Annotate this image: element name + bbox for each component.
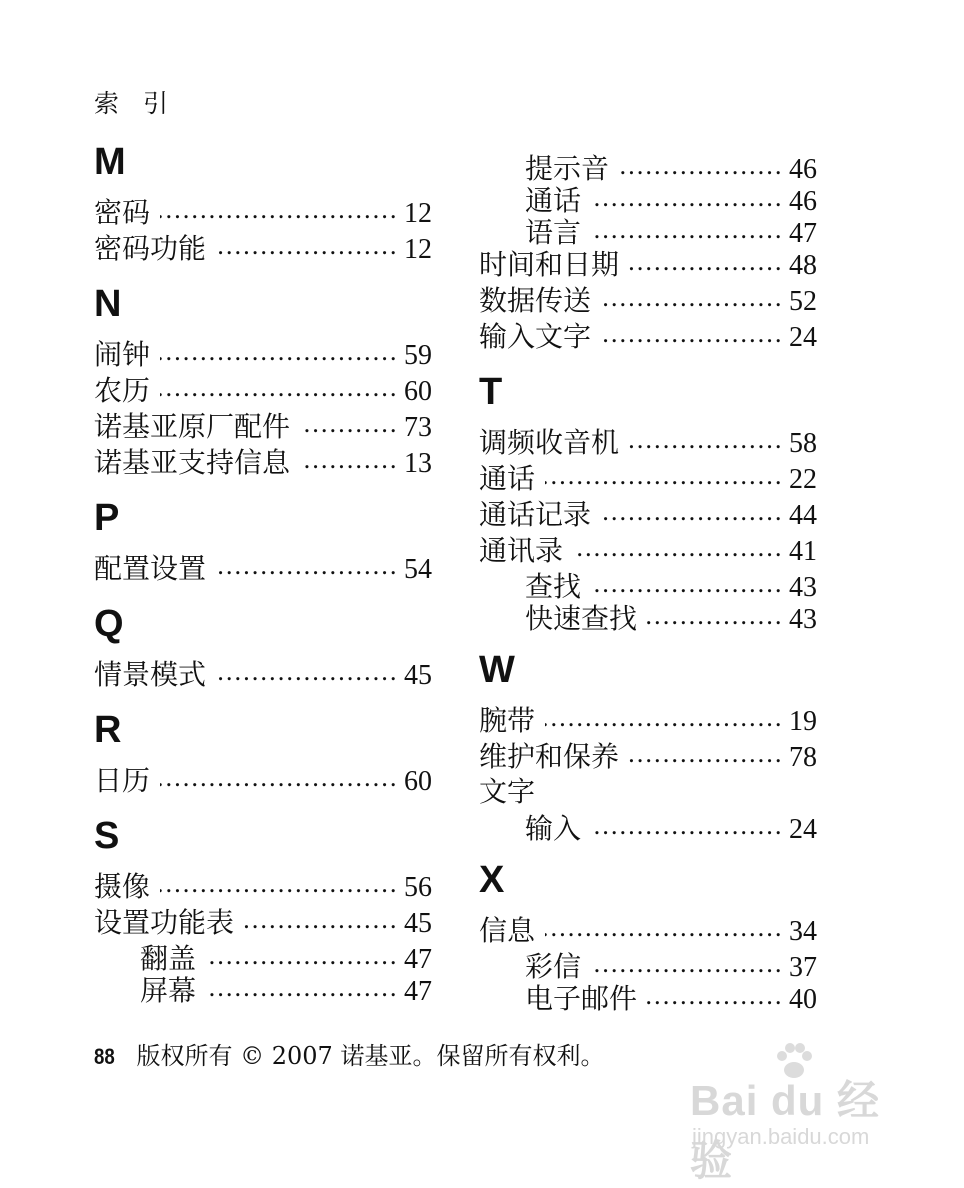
entry-page-number: 40 — [789, 984, 817, 1015]
dot-leader — [160, 194, 398, 222]
entry-label: 闹钟 — [94, 338, 151, 371]
watermark-url: jingyan.baidu.com — [692, 1124, 870, 1149]
dot-leader — [647, 600, 783, 628]
index-entry — [94, 372, 432, 408]
index-subentry — [479, 600, 817, 635]
entry-label: 日历 — [94, 764, 151, 797]
dot-leader — [216, 656, 398, 684]
entry-page-number: 22 — [789, 464, 817, 495]
entry-page-number: 45 — [404, 908, 432, 939]
entry-label: 彩信 — [525, 950, 582, 983]
dot-leader — [601, 282, 783, 310]
dot-leader — [573, 532, 783, 560]
entry-page-number: 47 — [404, 976, 432, 1007]
entry-label: 通话记录 — [479, 498, 592, 531]
entry-label: 维护和保养 — [479, 740, 620, 773]
index-entry — [94, 762, 432, 798]
index-entry — [479, 424, 817, 460]
entry-page-number: 45 — [404, 660, 432, 691]
dot-leader — [629, 246, 783, 274]
index-letter-heading: N — [94, 283, 122, 325]
entry-page-number: 44 — [789, 500, 817, 531]
entry-label: 输入文字 — [479, 320, 592, 353]
index-subentry — [479, 214, 817, 249]
index-subentry — [479, 948, 817, 983]
entry-label: 通话 — [525, 184, 582, 217]
entry-page-number: 24 — [789, 814, 817, 845]
entry-label: 时间和日期 — [479, 248, 620, 281]
copyright-notice: 版权所有 © 2007 诺基亚。保留所有权利。 — [136, 1042, 605, 1070]
entry-label: 情景模式 — [94, 658, 207, 691]
index-title: 索 引 — [94, 89, 176, 118]
dot-leader — [591, 810, 783, 838]
entry-label: 通话 — [479, 462, 536, 495]
entry-page-number: 41 — [789, 536, 817, 567]
watermark-brand: Bai du 经验 — [690, 1077, 881, 1184]
index-letter-heading: T — [479, 371, 503, 413]
index-subentry — [94, 972, 432, 1007]
dot-leader — [591, 214, 783, 242]
index-entry — [479, 702, 817, 738]
index-entry — [94, 408, 432, 444]
dot-leader — [545, 702, 783, 730]
entry-label: 信息 — [479, 914, 536, 947]
dot-leader — [601, 318, 783, 346]
entry-page-number: 12 — [404, 198, 432, 229]
entry-label: 密码 — [94, 196, 151, 229]
index-entry — [479, 460, 817, 496]
entry-page-number: 59 — [404, 340, 432, 371]
entry-page-number: 54 — [404, 554, 432, 585]
index-letter-heading: R — [94, 709, 122, 751]
entry-page-number: 43 — [789, 572, 817, 603]
index-subentry — [479, 182, 817, 217]
index-subentry — [479, 810, 817, 845]
index-entry — [94, 550, 432, 586]
entry-label: 翻盖 — [140, 942, 197, 975]
index-entry — [94, 904, 432, 940]
page-number: 88 — [94, 1044, 115, 1069]
index-entry — [94, 656, 432, 692]
dot-leader — [160, 868, 398, 896]
entry-label: 屏幕 — [140, 974, 197, 1007]
index-letter-heading: S — [94, 815, 120, 857]
entry-page-number: 12 — [404, 234, 432, 265]
entry-page-number: 78 — [789, 742, 817, 773]
entry-label: 通讯录 — [479, 534, 564, 567]
entry-page-number: 37 — [789, 952, 817, 983]
baidu-watermark — [680, 1040, 920, 1184]
entry-label: 诺基亚支持信息 — [94, 446, 291, 479]
page-footer — [94, 1036, 604, 1071]
index-entry — [94, 194, 432, 230]
index-entry — [479, 282, 817, 318]
entry-page-number: 52 — [789, 286, 817, 317]
index-letter-heading: M — [94, 141, 126, 183]
index-letter-heading: Q — [94, 603, 124, 645]
entry-label: 诺基亚原厂配件 — [94, 410, 291, 443]
dot-leader — [591, 182, 783, 210]
dot-leader — [160, 336, 398, 364]
dot-leader — [300, 444, 398, 472]
entry-page-number: 34 — [789, 916, 817, 947]
entry-page-number: 73 — [404, 412, 432, 443]
index-subentry — [479, 150, 817, 185]
dot-leader — [619, 150, 783, 178]
dot-leader — [160, 762, 398, 790]
entry-label: 调频收音机 — [479, 426, 620, 459]
dot-leader — [545, 912, 783, 940]
entry-label: 农历 — [94, 374, 151, 407]
index-letter-heading: P — [94, 497, 120, 539]
dot-leader — [629, 738, 783, 766]
index-entry — [94, 230, 432, 266]
index-column-left — [94, 138, 432, 1018]
entry-page-number: 58 — [789, 428, 817, 459]
index-column-right — [479, 150, 817, 1026]
dot-leader — [206, 972, 398, 1000]
dot-leader — [601, 496, 783, 524]
entry-page-number: 60 — [404, 376, 432, 407]
index-entry — [479, 912, 817, 948]
index-entry — [479, 496, 817, 532]
dot-leader — [629, 424, 783, 452]
entry-page-number: 47 — [404, 944, 432, 975]
index-entry — [479, 532, 817, 568]
entry-page-number: 19 — [789, 706, 817, 737]
index-subentry — [94, 940, 432, 975]
entry-label: 摄像 — [94, 870, 151, 903]
index-subentry — [479, 568, 817, 603]
entry-label: 查找 — [525, 570, 582, 603]
entry-page-number: 60 — [404, 766, 432, 797]
entry-label: 输入 — [525, 812, 582, 845]
entry-label: 语言 — [525, 216, 582, 249]
entry-page-number: 46 — [789, 186, 817, 217]
entry-page-number: 56 — [404, 872, 432, 903]
entry-label: 设置功能表 — [94, 906, 235, 939]
index-entry — [94, 444, 432, 480]
entry-label: 快速查找 — [525, 602, 638, 635]
index-letter-heading: W — [479, 649, 515, 691]
entry-label: 密码功能 — [94, 232, 207, 265]
dot-leader — [244, 904, 398, 932]
entry-page-number: 13 — [404, 448, 432, 479]
dot-leader — [545, 460, 783, 488]
entry-page-number: 24 — [789, 322, 817, 353]
index-entry — [94, 868, 432, 904]
dot-leader — [591, 948, 783, 976]
entry-page-number: 47 — [789, 218, 817, 249]
entry-page-number: 46 — [789, 154, 817, 185]
index-subentry — [479, 980, 817, 1015]
dot-leader — [300, 408, 398, 436]
dot-leader — [647, 980, 783, 1008]
index-entry — [479, 738, 817, 774]
dot-leader — [591, 568, 783, 596]
dot-leader — [160, 372, 398, 400]
dot-leader — [216, 550, 398, 578]
entry-label: 配置设置 — [94, 552, 207, 585]
entry-label: 腕带 — [479, 704, 536, 737]
entry-page-number: 43 — [789, 604, 817, 635]
index-entry — [479, 246, 817, 282]
index-entry — [479, 774, 817, 810]
index-letter-heading: X — [479, 859, 505, 901]
entry-label: 数据传送 — [479, 284, 592, 317]
index-entry — [94, 336, 432, 372]
dot-leader — [206, 940, 398, 968]
entry-page-number: 48 — [789, 250, 817, 281]
index-entry — [479, 318, 817, 354]
entry-label: 提示音 — [525, 152, 610, 185]
entry-label: 电子邮件 — [525, 982, 638, 1015]
entry-label: 文字 — [479, 775, 536, 808]
dot-leader — [216, 230, 398, 258]
